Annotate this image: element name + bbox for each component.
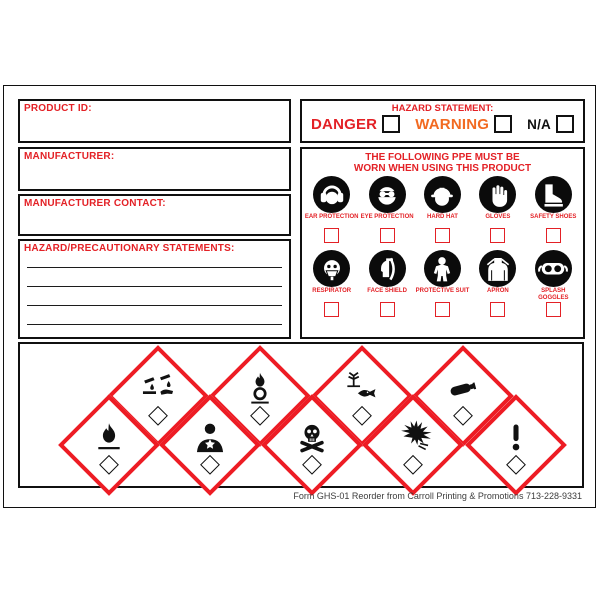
manufacturer-contact-label: MANUFACTURER CONTACT: xyxy=(24,198,166,209)
eye-protection-icon xyxy=(369,176,406,213)
ppe-checkbox-respirator[interactable] xyxy=(324,302,339,317)
ppe-label-safety-shoes: SAFETY SHOES xyxy=(530,214,577,220)
ppe-checkbox-splash-goggles[interactable] xyxy=(546,302,561,317)
exclamation-mark-checkbox[interactable] xyxy=(506,455,525,474)
flame-icon xyxy=(90,419,128,457)
ppe-label-hard-hat: HARD HAT xyxy=(427,214,458,220)
ppe-label-gloves: GLOVES xyxy=(485,214,511,220)
ppe-checkbox-hard-hat[interactable] xyxy=(435,228,450,243)
environment-checkbox[interactable] xyxy=(352,406,371,425)
hazard-option-danger xyxy=(311,115,400,133)
ppe-label-apron: APRON xyxy=(487,288,509,294)
gas-cylinder-checkbox[interactable] xyxy=(453,406,472,425)
manufacturer-box xyxy=(18,147,291,191)
ppe-header xyxy=(302,152,583,174)
ppe-grid xyxy=(304,176,581,317)
ppe-checkbox-apron[interactable] xyxy=(490,302,505,317)
product-id-field[interactable] xyxy=(20,116,289,141)
safety-shoes-icon xyxy=(535,176,572,213)
hazard-option-danger-checkbox[interactable] xyxy=(382,115,400,133)
product-id-label: PRODUCT ID: xyxy=(24,103,92,114)
ppe-checkbox-ear-protection[interactable] xyxy=(324,228,339,243)
hazard-option-warning-label: WARNING xyxy=(415,115,490,133)
ppe-label-protective-suit: PROTECTIVE SUIT xyxy=(415,288,470,294)
hazard-option-na-label: N/A xyxy=(527,116,551,132)
gas-cylinder-icon xyxy=(444,370,482,408)
statement-line[interactable] xyxy=(27,287,282,306)
statement-line[interactable] xyxy=(27,306,282,325)
ppe-item-safety-shoes xyxy=(526,176,581,243)
ppe-checkbox-gloves[interactable] xyxy=(490,228,505,243)
exclamation-mark-icon xyxy=(497,419,535,457)
corrosion-checkbox[interactable] xyxy=(148,406,167,425)
gloves-icon xyxy=(479,176,516,213)
ppe-label-respirator: RESPIRATOR xyxy=(312,288,352,294)
footer-reorder-text: Form GHS-01 Reorder from Carroll Printing & Promotions 713-228-9331 xyxy=(293,491,582,501)
ppe-item-splash-goggles xyxy=(526,250,581,317)
ppe-item-protective-suit xyxy=(415,250,470,317)
manufacturer-contact-field[interactable] xyxy=(20,211,289,234)
ppe-label-ear-protection: EAR PROTECTION xyxy=(304,214,359,220)
hazard-option-warning xyxy=(415,115,512,133)
apron-icon xyxy=(479,250,516,287)
splash-goggles-icon xyxy=(535,250,572,287)
hazard-statement-box xyxy=(300,99,585,143)
ppe-item-ear-protection xyxy=(304,176,359,243)
hazard-statement-title: HAZARD STATEMENT: xyxy=(391,103,494,114)
ppe-item-eye-protection xyxy=(359,176,414,243)
manufacturer-field[interactable] xyxy=(20,164,289,189)
statement-lines xyxy=(27,249,282,344)
hazard-options-row xyxy=(302,114,583,133)
skull-crossbones-checkbox[interactable] xyxy=(302,455,321,474)
ppe-item-apron xyxy=(470,250,525,317)
manufacturer-label: MANUFACTURER: xyxy=(24,151,115,162)
ppe-label-eye-protection: EYE PROTECTION xyxy=(360,214,414,220)
ppe-box xyxy=(300,147,585,339)
exploding-bomb-icon xyxy=(394,419,432,457)
environment-icon xyxy=(343,370,381,408)
product-id-box xyxy=(18,99,291,143)
hazard-option-na-checkbox[interactable] xyxy=(556,115,574,133)
respirator-icon xyxy=(313,250,350,287)
ppe-checkbox-face-shield[interactable] xyxy=(380,302,395,317)
flame-over-circle-checkbox[interactable] xyxy=(250,406,269,425)
ppe-label-splash-goggles: SPLASH GOGGLES xyxy=(538,288,569,301)
hazard-option-danger-label: DANGER xyxy=(311,115,378,133)
corrosion-icon xyxy=(139,370,177,408)
health-hazard-icon xyxy=(191,419,229,457)
flame-over-circle-icon xyxy=(241,370,279,408)
ppe-header-line2: WORN WHEN USING THIS PRODUCT xyxy=(353,163,532,174)
ppe-checkbox-protective-suit[interactable] xyxy=(435,302,450,317)
ghs-label-card xyxy=(3,85,596,508)
manufacturer-contact-box xyxy=(18,194,291,236)
ppe-header-line1: THE FOLLOWING PPE MUST BE xyxy=(365,152,520,163)
statement-line[interactable] xyxy=(27,249,282,268)
skull-crossbones-icon xyxy=(293,419,331,457)
flame-checkbox[interactable] xyxy=(99,455,118,474)
protective-suit-icon xyxy=(424,250,461,287)
ear-protection-icon xyxy=(313,176,350,213)
hazard-precautionary-box xyxy=(18,239,291,339)
ppe-label-face-shield: FACE SHIELD xyxy=(367,288,407,294)
face-shield-icon xyxy=(369,250,406,287)
statement-line[interactable] xyxy=(27,268,282,287)
ppe-checkbox-safety-shoes[interactable] xyxy=(546,228,561,243)
ppe-item-gloves xyxy=(470,176,525,243)
ppe-item-respirator xyxy=(304,250,359,317)
exploding-bomb-checkbox[interactable] xyxy=(403,455,422,474)
health-hazard-checkbox[interactable] xyxy=(200,455,219,474)
hard-hat-icon xyxy=(424,176,461,213)
hazard-precautionary-label: HAZARD/PRECAUTIONARY STATEMENTS: xyxy=(24,243,235,254)
hazard-option-na xyxy=(527,115,574,133)
ppe-checkbox-eye-protection[interactable] xyxy=(380,228,395,243)
ppe-item-face-shield xyxy=(359,250,414,317)
ppe-item-hard-hat xyxy=(415,176,470,243)
hazard-option-warning-checkbox[interactable] xyxy=(494,115,512,133)
pictogram-box xyxy=(18,342,584,488)
